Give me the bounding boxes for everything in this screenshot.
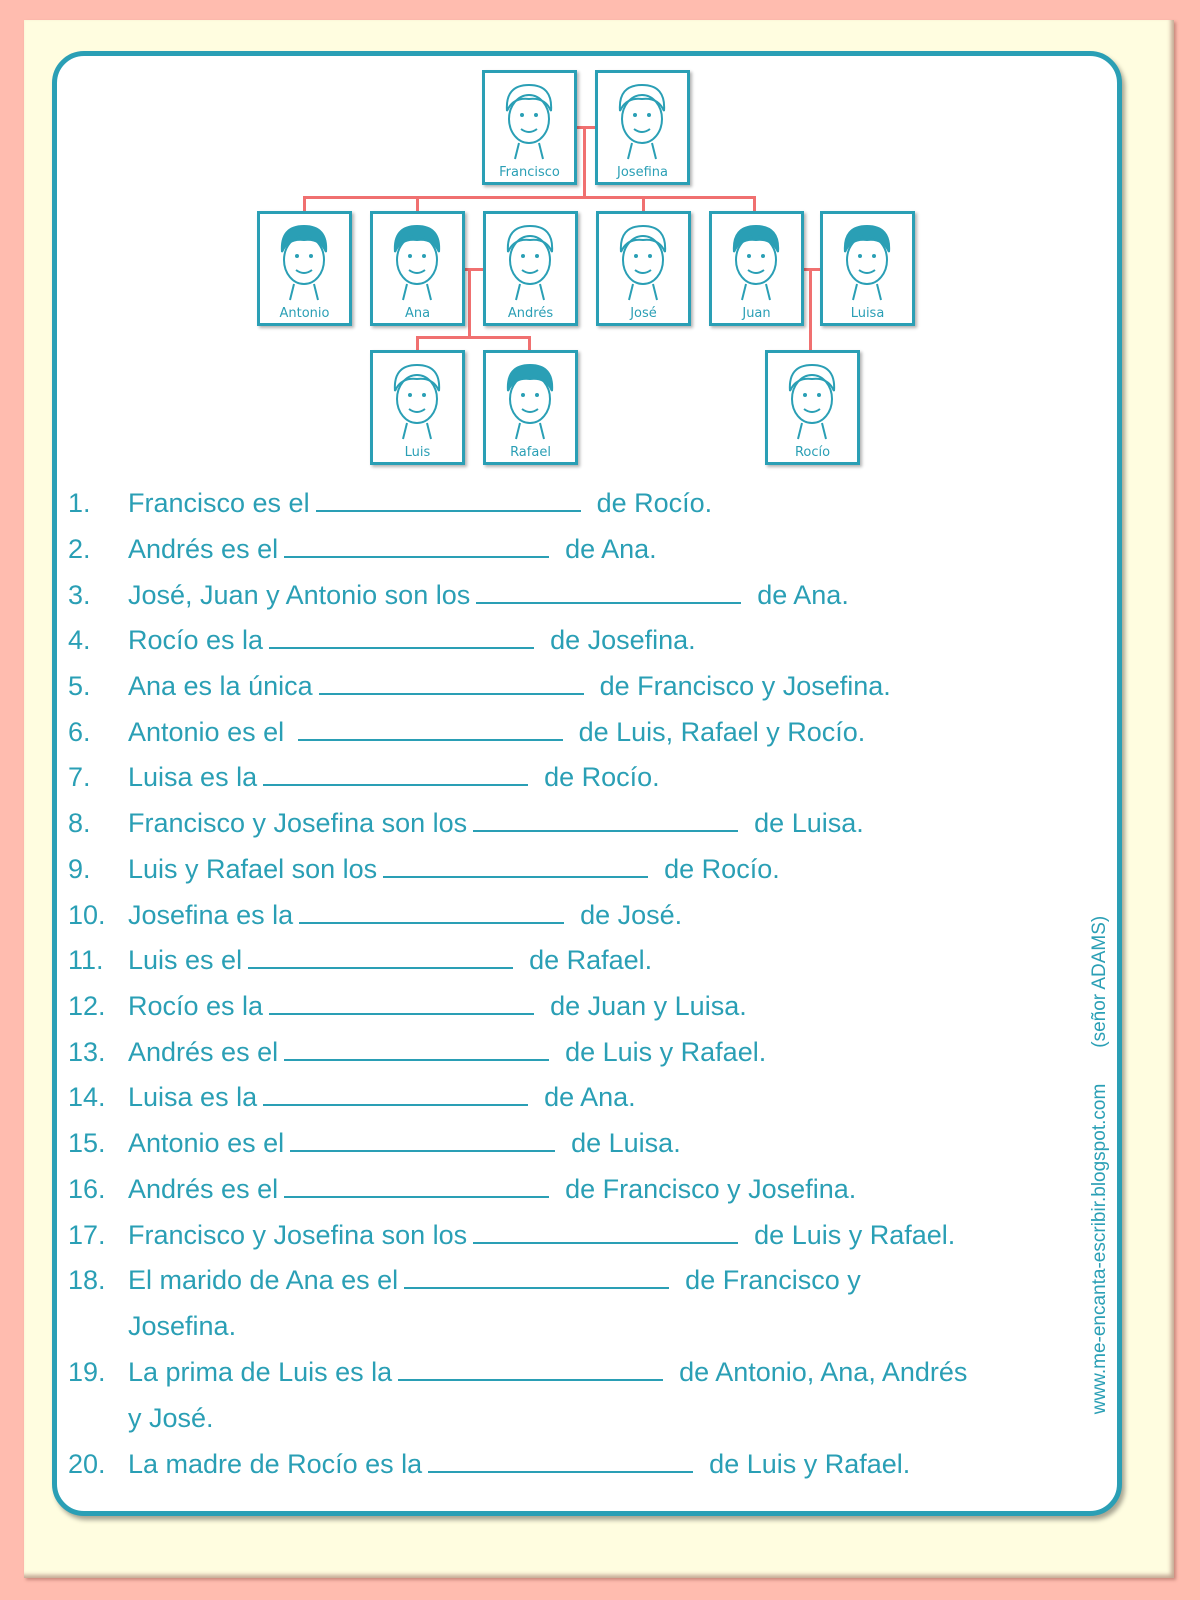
question-prefix: La prima de Luis es la (128, 1357, 393, 1387)
question-item (68, 761, 660, 793)
question-number: 1. (68, 488, 91, 518)
tree-line (303, 196, 306, 211)
question-item (68, 1448, 910, 1480)
answer-blank[interactable] (398, 1357, 663, 1381)
question-continuation: y José. (128, 1403, 214, 1433)
member-name: José (630, 306, 657, 321)
tree-line (468, 268, 471, 338)
member-name: Rafael (510, 445, 551, 460)
answer-blank[interactable] (319, 671, 584, 695)
portrait-icon (602, 77, 683, 161)
question-number: 15. (68, 1128, 106, 1158)
question-number: 13. (68, 1037, 106, 1067)
portrait-icon (716, 218, 797, 302)
tree-line (753, 196, 756, 211)
question-item (68, 716, 865, 748)
member-name: Antonio (279, 306, 330, 321)
portrait-icon (603, 218, 684, 302)
question-suffix: de Ana. (757, 580, 849, 610)
question-item (68, 1081, 636, 1113)
question-suffix: de Luisa. (754, 808, 864, 838)
answer-blank[interactable] (383, 854, 648, 878)
question-number: 12. (68, 991, 106, 1021)
family-member-card (483, 211, 578, 326)
family-member-card (820, 211, 915, 326)
question-suffix: de Ana. (565, 534, 657, 564)
question-number: 16. (68, 1174, 106, 1204)
tree-line (416, 196, 419, 211)
question-prefix: Luisa es la (128, 762, 258, 792)
question-suffix: de Luis y Rafael. (754, 1220, 956, 1250)
question-prefix: Antonio es el (128, 1128, 285, 1158)
family-member-card (596, 211, 691, 326)
portrait-icon (772, 357, 853, 441)
member-name: Francisco (499, 165, 560, 180)
question-item (68, 944, 652, 976)
question-item (68, 1264, 861, 1296)
portrait-icon (489, 77, 570, 161)
question-prefix: Ana es la única (128, 671, 313, 701)
answer-blank[interactable] (269, 991, 534, 1015)
question-suffix: de Rocío. (596, 488, 713, 518)
family-member-card (370, 211, 465, 326)
answer-blank[interactable] (473, 1220, 738, 1244)
question-number: 17. (68, 1220, 106, 1250)
author-credit: (señor ADAMS) (1089, 915, 1110, 1048)
answer-blank[interactable] (473, 808, 738, 832)
answer-blank[interactable] (428, 1449, 693, 1473)
question-prefix: Luis es el (128, 945, 243, 975)
question-number: 2. (68, 534, 91, 564)
member-name: Andrés (507, 306, 554, 321)
question-prefix: Josefina es la (128, 900, 294, 930)
question-suffix: de Francisco y Josefina. (565, 1174, 857, 1204)
credit-text (1089, 898, 1111, 1433)
answer-blank[interactable] (299, 900, 564, 924)
question-item (68, 579, 849, 611)
family-member-card (765, 350, 860, 465)
family-member-card (482, 70, 577, 185)
portrait-icon (377, 218, 458, 302)
family-member-card (595, 70, 690, 185)
answer-blank[interactable] (404, 1265, 669, 1289)
question-number: 20. (68, 1449, 106, 1479)
question-prefix: Francisco y Josefina son los (128, 808, 468, 838)
portrait-icon (490, 218, 571, 302)
member-name: Luisa (850, 306, 885, 321)
question-number: 5. (68, 671, 91, 701)
tree-line (303, 196, 756, 199)
answer-blank[interactable] (263, 762, 528, 786)
answer-blank[interactable] (476, 580, 741, 604)
question-item (68, 1036, 766, 1068)
question-prefix: Francisco y Josefina son los (128, 1220, 468, 1250)
portrait-icon (377, 357, 458, 441)
question-item (68, 624, 696, 656)
member-name: Ana (404, 306, 431, 321)
tree-line (416, 336, 531, 339)
question-suffix: de Luisa. (571, 1128, 681, 1158)
family-member-card (370, 350, 465, 465)
answer-blank[interactable] (269, 625, 534, 649)
question-suffix: de Juan y Luisa. (550, 991, 747, 1021)
question-item (68, 1127, 681, 1159)
question-number: 7. (68, 762, 91, 792)
question-item (68, 1173, 856, 1205)
portrait-icon (264, 218, 345, 302)
question-item (68, 1356, 967, 1388)
answer-blank[interactable] (290, 1128, 555, 1152)
question-prefix: Andrés es el (128, 534, 279, 564)
question-prefix: El marido de Ana es el (128, 1265, 399, 1295)
question-item (68, 670, 891, 702)
family-member-card (483, 350, 578, 465)
tree-line (463, 268, 483, 271)
portrait-icon (827, 218, 908, 302)
question-number: 8. (68, 808, 91, 838)
member-name: Juan (742, 306, 771, 321)
question-suffix: de Josefina. (550, 625, 696, 655)
answer-blank[interactable] (298, 717, 563, 741)
member-name: Josefina (617, 165, 668, 180)
tree-line (583, 126, 586, 198)
question-item (68, 533, 657, 565)
question-prefix: Andrés es el (128, 1174, 279, 1204)
answer-blank[interactable] (248, 945, 513, 969)
question-number: 9. (68, 854, 91, 884)
question-number: 3. (68, 580, 91, 610)
question-number: 19. (68, 1357, 106, 1387)
question-number: 6. (68, 717, 91, 747)
question-prefix: José, Juan y Antonio son los (128, 580, 471, 610)
question-suffix: de Ana. (544, 1082, 636, 1112)
question-prefix: La madre de Rocío es la (128, 1449, 423, 1479)
question-prefix: Rocío es la (128, 991, 264, 1021)
question-suffix: de Rocío. (664, 854, 780, 884)
question-item (68, 990, 747, 1022)
question-number: 18. (68, 1265, 106, 1295)
question-item (68, 853, 780, 885)
question-suffix: de José. (580, 900, 683, 930)
answer-blank[interactable] (284, 1174, 549, 1198)
question-item (68, 899, 682, 931)
answer-blank[interactable] (263, 1082, 528, 1106)
portrait-icon (490, 357, 571, 441)
question-item (68, 807, 864, 839)
member-name: Luis (404, 445, 431, 460)
question-item (68, 1219, 955, 1251)
question-suffix: de Luis y Rafael. (709, 1449, 911, 1479)
tree-line (416, 336, 419, 350)
question-prefix: Francisco es el (128, 488, 310, 518)
question-continuation: Josefina. (128, 1311, 237, 1341)
question-suffix: de Francisco y (685, 1265, 861, 1295)
answer-blank[interactable] (284, 1037, 549, 1061)
family-member-card (257, 211, 352, 326)
question-number: 14. (68, 1082, 106, 1112)
question-suffix: de Luis y Rafael. (565, 1037, 767, 1067)
answer-blank[interactable] (284, 534, 549, 558)
blog-url: www.me-encanta-escribir.blogspot.com (1089, 1083, 1110, 1415)
question-prefix: Luis y Rafael son los (128, 854, 378, 884)
family-member-card (709, 211, 804, 326)
tree-line (528, 336, 531, 350)
question-item (68, 487, 712, 519)
question-suffix: de Antonio, Ana, Andrés (679, 1357, 968, 1387)
question-number: 4. (68, 625, 91, 655)
member-name: Rocío (794, 445, 831, 460)
answer-blank[interactable] (316, 488, 581, 512)
question-prefix: Antonio es el (128, 717, 292, 747)
question-suffix: de Francisco y Josefina. (599, 671, 891, 701)
question-number: 11. (68, 945, 104, 975)
question-number: 10. (68, 900, 106, 930)
question-prefix: Andrés es el (128, 1037, 279, 1067)
question-prefix: Rocío es la (128, 625, 264, 655)
question-suffix: de Luis, Rafael y Rocío. (578, 717, 866, 747)
question-prefix: Luisa es la (128, 1082, 258, 1112)
tree-line (809, 268, 812, 350)
question-suffix: de Rocío. (544, 762, 660, 792)
question-suffix: de Rafael. (529, 945, 653, 975)
tree-line (642, 196, 645, 211)
